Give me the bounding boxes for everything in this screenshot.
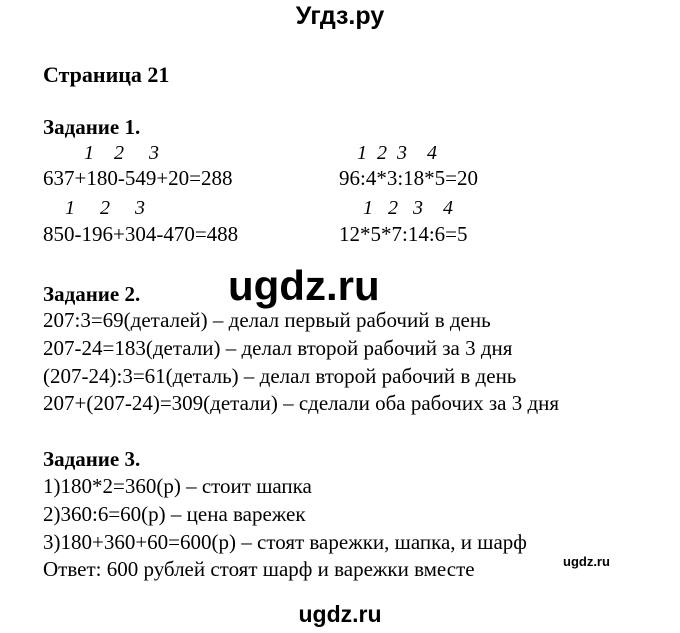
task1-left-order-2: 1 2 3 [65, 197, 145, 219]
task3-answer: Ответ: 600 рублей стоят шарф и варежки вместе [43, 557, 475, 581]
task1-right-expr-1: 96:4*3:18*5=20 [339, 166, 479, 190]
task3-line-3: 3)180+360+60=600(р) – стоят варежки, шапка, и шарф [43, 530, 527, 554]
task1-left-order-1: 1 2 3 [84, 142, 159, 164]
task1-left-expr-2: 850-196+304-470=488 [43, 222, 239, 246]
task1-right-expr-2: 12*5*7:14:6=5 [339, 222, 468, 246]
task3-heading: Задание 3. [43, 447, 141, 471]
site-footer-logo: ugdz.ru [298, 601, 382, 627]
page-title: Страница 21 [43, 62, 170, 87]
task1-right-order-2: 1 2 3 4 [363, 197, 453, 219]
task2-line-4: 207+(207-24)=309(детали) – сделали оба рабочих за 3 дня [43, 391, 560, 415]
task2-line-2: 207-24=183(детали) – делал второй рабочий за 3 дня [43, 336, 513, 360]
task1-left-expr-1: 637+180-549+20=288 [43, 166, 233, 190]
task3-line-2: 2)360:6=60(р) – цена варежек [43, 502, 306, 526]
task1-heading: Задание 1. [43, 115, 141, 139]
task1-right-order-1: 1 2 3 4 [357, 142, 437, 164]
task3-line-1: 1)180*2=360(р) – стоит шапка [43, 474, 312, 498]
watermark: ugdz.ru [228, 262, 380, 309]
watermark-small: ugdz.ru [563, 554, 610, 569]
task2-heading: Задание 2. [43, 282, 141, 306]
task2-line-3: (207-24):3=61(деталь) – делал второй рабочий в день [43, 364, 517, 388]
site-header-logo: Угдз.ру [295, 2, 385, 30]
task2-line-1: 207:3=69(деталей) – делал первый рабочий в день [43, 308, 491, 332]
